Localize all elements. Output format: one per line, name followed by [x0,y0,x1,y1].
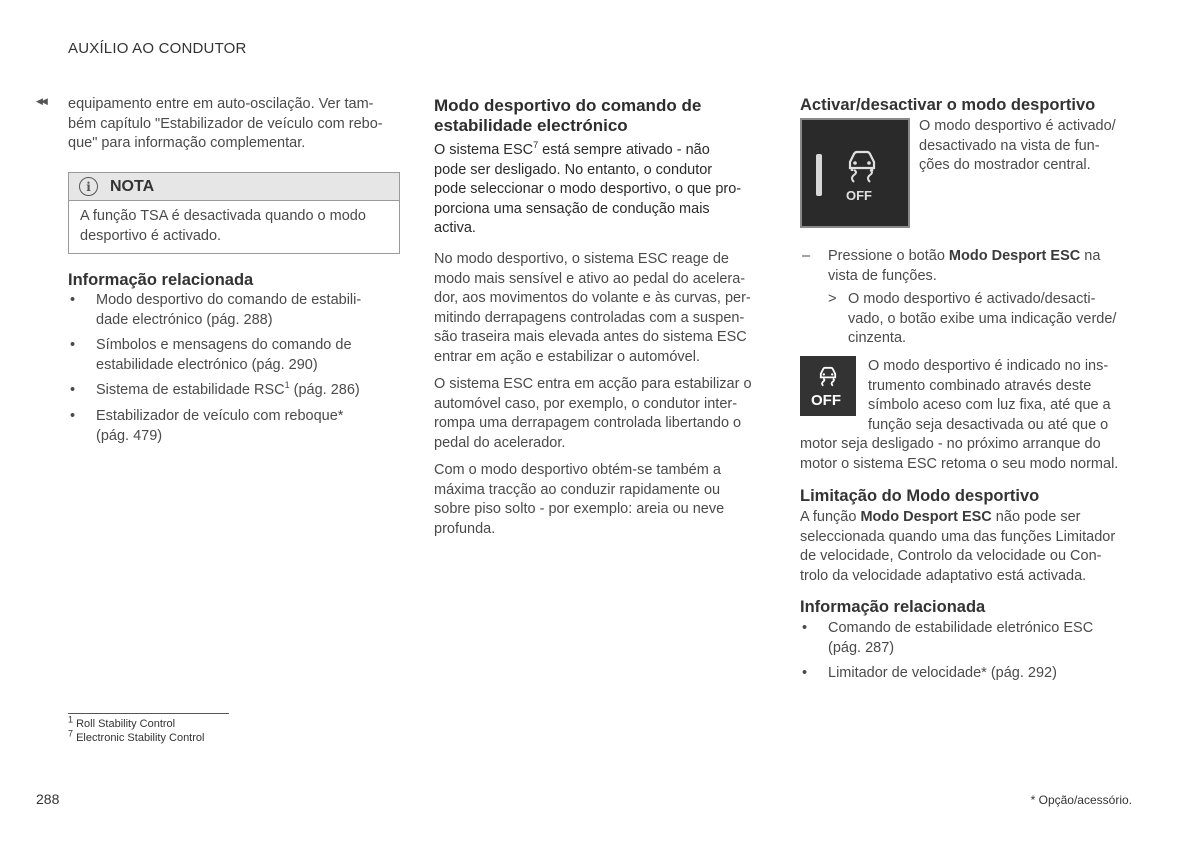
indicator-bar [816,154,822,196]
step-line [828,247,1140,267]
paragraph [434,375,774,453]
button-label: OFF [846,188,872,203]
intro-text [68,95,403,154]
related-link-line: dade electrónico (pág. 288) [96,311,273,328]
paragraph-line: No modo desportivo, o sistema ESC reage de [434,251,729,267]
paragraph-line: profunda. [434,520,496,537]
related-link-line: (pág. 287) [828,639,895,656]
related-info-list [68,291,408,452]
paragraph-line: mitindo derrapagens controladas com a suspen- [434,309,745,326]
result-line: vado, o botão exibe uma indicação verde/ [848,310,1117,327]
section-title: Activar/desactivar o modo desportivo [800,96,1096,114]
footnote-text: Roll Stability Control [76,718,176,730]
paragraph [434,461,774,539]
footnote [68,728,205,745]
subsection-title: Limitação do Modo desportivo [800,487,1040,505]
bullet-icon: • [802,620,808,636]
related-link[interactable] [68,291,408,330]
limit-text: não pode ser [991,509,1081,525]
symbol-label: OFF [811,392,841,409]
paragraph-line: automóvel caso, por exemplo, o condutor inter- [434,395,738,412]
footnote-num: 1 [68,714,74,725]
note-line: A função TSA é desactivada quando o modo [80,208,366,224]
limit-line: seleccionada quando uma das funções Limitador [800,528,1116,545]
bullet-icon: • [802,665,808,682]
note-header [69,173,399,201]
paragraph-line: sobre piso solto - por exemplo: areia ou neve [434,501,725,518]
related-link[interactable] [800,619,1145,658]
note-box [68,172,400,254]
paragraph-line: modo mais sensível e ativo ao pedal do acelera- [434,270,746,287]
caption-line: desactivado na vista de fun- [919,137,1100,154]
lead-line: pode seleccionar o modo desportivo, o que pro- [434,181,742,198]
footnote-text: Electronic Stability Control [76,732,205,744]
step-line: vista de funções. [828,267,937,284]
related-link-line: Modo desportivo do comando de estabili- [96,292,362,308]
paragraph [434,250,774,368]
page-header: AUXÍLIO AO CONDUTOR [68,40,247,57]
limit-line [800,508,1145,528]
page-number: 288 [36,791,60,807]
related-info-title: Informação relacionada [68,271,254,289]
symbol-line: trumento combinado através deste [868,377,1092,394]
paragraph-line: máxima tracção ao conduzir rapidamente ou [434,481,721,498]
symbol-text [868,357,1143,435]
footnote-num: 7 [68,728,74,739]
paragraph-line: pedal do acelerador. [434,434,566,451]
limit-text: A função [800,509,861,525]
result-text [828,290,1148,349]
section-title [434,96,774,135]
footnotes [68,714,205,745]
step-item [800,247,1140,286]
bullet-icon: • [70,382,76,399]
related-link-line: (pág. 479) [96,427,163,444]
caption-line: O modo desportivo é activado/ [919,118,1116,134]
result-line: O modo desportivo é activado/desacti- [848,291,1096,307]
related-link-text: Sistema de estabilidade RSC [96,382,285,399]
related-link[interactable] [68,381,408,401]
lead-line [434,141,774,161]
button-name: Modo Desport ESC [948,248,1081,264]
lead-line: activa. [434,220,476,237]
section-title-line: estabilidade electrónico [434,115,628,135]
related-link-line: Símbolos e mensagens do comando de [96,337,352,354]
esc-off-symbol-icon [800,356,856,416]
paragraph-line: entrar em ação e estabilizar o automóvel. [434,348,700,365]
info-icon: i [79,177,98,196]
footnote [68,714,204,731]
related-link-line: estabilidade electrónico (pág. 290) [96,356,318,373]
related-link-line: Estabilizador de veículo com reboque* [96,407,344,424]
bullet-icon: • [70,292,76,308]
result-line: cinzenta. [848,330,907,347]
skid-car-icon [816,362,840,388]
intro-line: bém capítulo "Estabilizador de veículo com rebo- [68,115,383,132]
intro-line: que" para informação complementar. [68,135,306,152]
step-text-post: na [1080,248,1101,264]
result-mark: > [828,291,837,307]
lead-line: pode ser desligado. No entanto, o condutor [434,161,713,178]
footnote-ref: 1 [284,380,290,391]
image-caption [919,117,1134,176]
step-mark: – [802,248,811,264]
limit-line: de velocidade, Controlo da velocidade ou Con- [800,548,1102,565]
related-link-line [96,381,408,401]
intro-line: equipamento entre em auto-oscilação. Ver tam- [68,96,374,112]
step-text-pre: Pressione o botão [828,248,949,264]
related-link[interactable] [68,407,408,446]
bullet-icon: • [70,337,76,354]
related-link[interactable] [68,336,408,375]
paragraph-line: são traseira mais elevada antes do sistema ESC [434,329,747,346]
lead-text: está sempre ativado - não [538,142,710,158]
note-title: NOTA [110,177,155,195]
bullet-icon: • [70,407,76,424]
skid-car-icon [842,144,882,184]
footnote-divider [68,713,229,714]
paragraph-line: dor, aos movimentos do volante e às curvas, per- [434,290,751,307]
lead-paragraph [434,141,774,239]
section-title-line: Modo desportivo do comando de [434,96,702,115]
symbol-line: motor o sistema ESC retoma o seu modo normal. [800,455,1119,472]
related-info-list [800,619,1145,690]
symbol-text-cont [800,435,1145,474]
result-item [828,290,1148,349]
step-text [800,247,1140,286]
lead-line: porciona uma sensação de condução mais [434,200,710,217]
button-name: Modo Desport ESC [860,509,992,525]
paragraph-line: O sistema ESC entra em acção para estabilizar o [434,376,752,392]
paragraph-line: Com o modo desportivo obtém-se também a [434,462,721,478]
continue-icon: ◀◀ [36,96,46,106]
footer-note: * Opção/acessório. [1030,793,1132,807]
note-line: desportivo é activado. [80,227,222,244]
footnote-ref: 7 [533,140,539,151]
esc-off-button-icon [800,118,910,228]
caption-line: ções do mostrador central. [919,157,1091,174]
limit-paragraph [800,508,1145,586]
note-body [69,201,399,252]
paragraph-line: rompa uma derrapagem controlada libertando o [434,415,742,432]
related-link[interactable] [800,664,1145,684]
limit-line: trolo da velocidade adaptativo está activada. [800,567,1087,584]
related-info-title: Informação relacionada [800,598,986,616]
related-link-line: Comando de estabilidade eletrónico ESC [828,620,1094,636]
symbol-line: O modo desportivo é indicado no ins- [868,358,1109,374]
symbol-line: símbolo aceso com luz fixa, até que a [868,397,1111,414]
symbol-line: função seja desactivada ou até que o [868,416,1109,433]
lead-text: O sistema ESC [434,142,534,158]
symbol-line: motor seja desligado - no próximo arranque do [800,436,1101,452]
related-link-line: Limitador de velocidade* (pág. 292) [828,665,1057,682]
related-link-page: (pág. 286) [289,382,360,399]
